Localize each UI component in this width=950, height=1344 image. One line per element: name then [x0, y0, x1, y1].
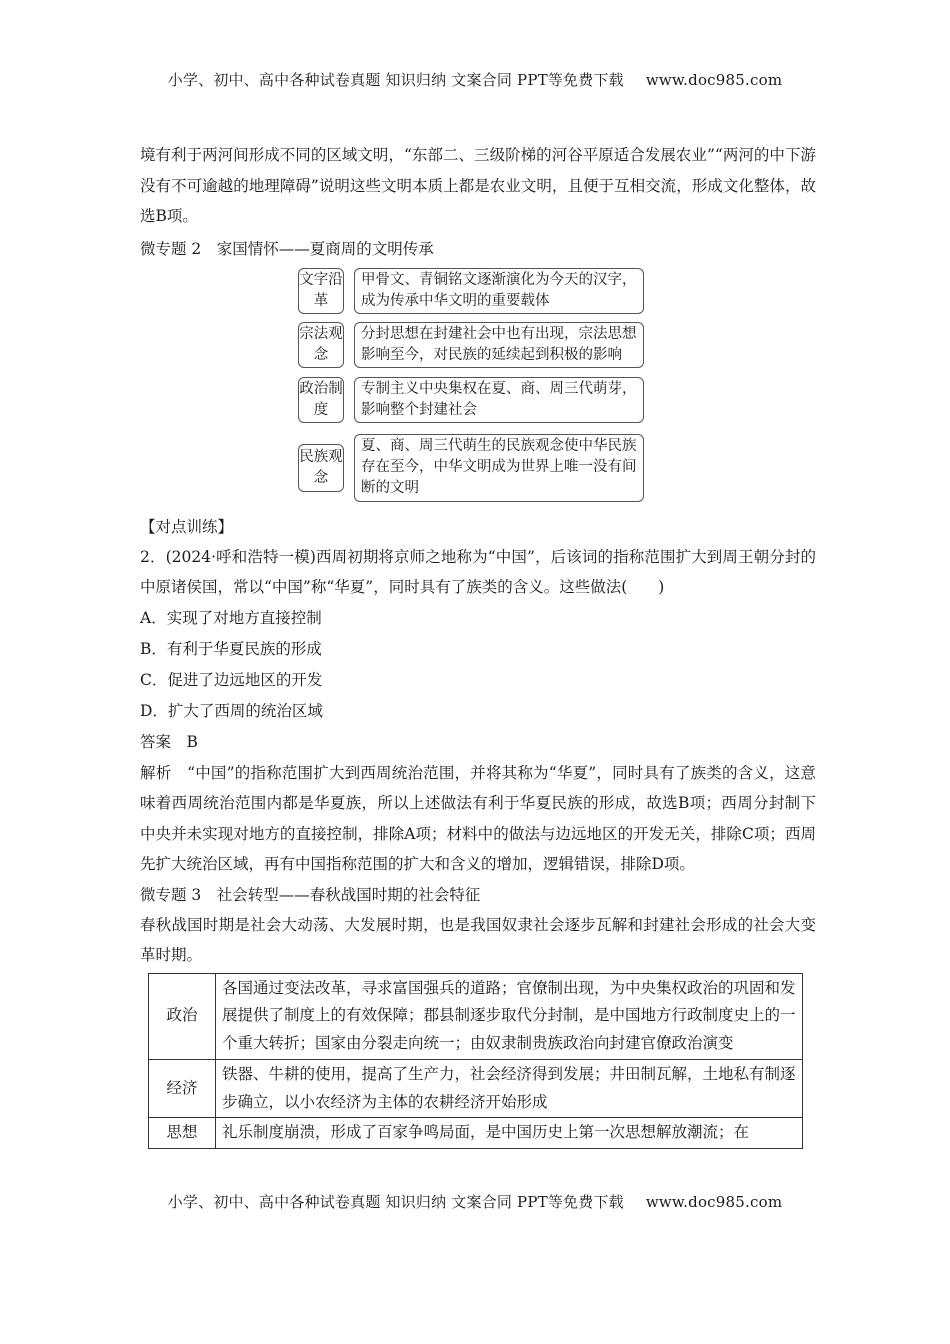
training-heading: 【对点训练】: [140, 517, 234, 536]
intro-paragraph: 境有利于两河间形成不同的区域文明，“东部二、三级阶梯的河谷平原适合发展农业”“两河的中下游没有不可逾越的地理障碍”说明这些文明本质上都是农业文明，且便于互相交流，形成文化整体，故选B项。: [140, 146, 816, 225]
topic3-title: 微专题 3 社会转型——春秋战国时期的社会特征: [140, 885, 481, 904]
table-value: 各国通过变法改革，寻求富国强兵的道路；官僚制出现，为中央集权政治的巩固和发展提供了制度上的有效保障；郡县制逐步取代分封制，是中国地方行政制度史上的一个重大转折；国家由分裂走向统一；由奴隶制贵族政治向封建官僚政治演变: [216, 973, 803, 1059]
diagram-text: 甲骨文、青铜铭文逐渐演化为今天的汉字，成为传承中华文明的重要载体: [354, 268, 644, 314]
footer-text: 小学、初中、高中各种试卷真题 知识归纳 文案合同 PPT等免费下载: [167, 1193, 624, 1211]
feature-table: [148, 973, 803, 1150]
header-url[interactable]: www.doc985.com: [645, 71, 783, 89]
diagram-label: 民族观念: [298, 444, 344, 492]
page-footer: [0, 1191, 950, 1212]
topic3-intro: 春秋战国时期是社会大动荡、大发展时期，也是我国奴隶社会逐步瓦解和封建社会形成的社会大变革时期。: [140, 915, 816, 964]
diagram-label: 宗法观念: [298, 322, 344, 368]
analysis-paragraph: 解析 “中国”的指称范围扩大到西周统治范围，并将其称为“华夏”，同时具有了族类的含义，这意味着西周统治范围内都是华夏族，所以上述做法有利于华夏民族的形成，故选B项；西周分封制下中央并未实现对地方的直接控制，排除A项；材料中的做法与边远地区的开发无关，排除C项；西周先扩大统治区域，再有中国指称范围的扩大和含义的增加，逻辑错误，排除D项。: [140, 763, 816, 873]
page-header: [0, 69, 950, 90]
option-b: B．有利于华夏民族的形成: [140, 639, 322, 658]
answer-line: 答案 B: [140, 732, 198, 751]
topic2-title: 微专题 2 家国情怀——夏商周的文明传承: [140, 239, 434, 258]
option-c: C．促进了边远地区的开发: [140, 670, 323, 689]
diagram-row: [298, 434, 644, 502]
concept-diagram: [140, 268, 816, 508]
table-row: [149, 1059, 803, 1118]
footer-url[interactable]: www.doc985.com: [645, 1193, 783, 1211]
diagram-row: [298, 377, 644, 423]
diagram-text: 专制主义中央集权在夏、商、周三代萌芽，影响整个封建社会: [354, 377, 644, 423]
diagram-text: 夏、商、周三代萌生的民族观念使中华民族存在至今，中华文明成为世界上唯一没有间断的文明: [354, 434, 644, 502]
feature-table-wrap: [140, 971, 816, 1177]
table-value: 铁器、牛耕的使用，提高了生产力，社会经济得到发展；井田制瓦解，土地私有制逐步确立，以小农经济为主体的农耕经济开始形成: [216, 1059, 803, 1118]
question-text: 2．(2024·呼和浩特一模)西周初期将京师之地称为“中国”，后该词的指称范围扩大到周王朝分封的中原诸侯国，常以“中国”称“华夏”，同时具有了族类的含义。这些做法( ): [140, 547, 816, 596]
diagram-label: 文字沿革: [298, 268, 344, 314]
diagram-label: 政治制度: [298, 377, 344, 423]
diagram-text: 分封思想在封建社会中也有出现，宗法思想影响至今，对民族的延续起到积极的影响: [354, 322, 644, 368]
table-key: 政治: [149, 973, 216, 1059]
main-content: [140, 140, 816, 1177]
diagram-row: [298, 322, 644, 368]
header-text: 小学、初中、高中各种试卷真题 知识归纳 文案合同 PPT等免费下载: [167, 71, 624, 89]
option-d: D．扩大了西周的统治区域: [140, 701, 323, 720]
table-row: [149, 1118, 803, 1149]
table-key: 经济: [149, 1059, 216, 1118]
table-row: [149, 973, 803, 1059]
table-key: 思想: [149, 1118, 216, 1149]
table-value: 礼乐制度崩溃，形成了百家争鸣局面，是中国历史上第一次思想解放潮流；在: [216, 1118, 803, 1149]
option-a: A．实现了对地方直接控制: [140, 608, 322, 627]
diagram-row: [298, 268, 644, 314]
